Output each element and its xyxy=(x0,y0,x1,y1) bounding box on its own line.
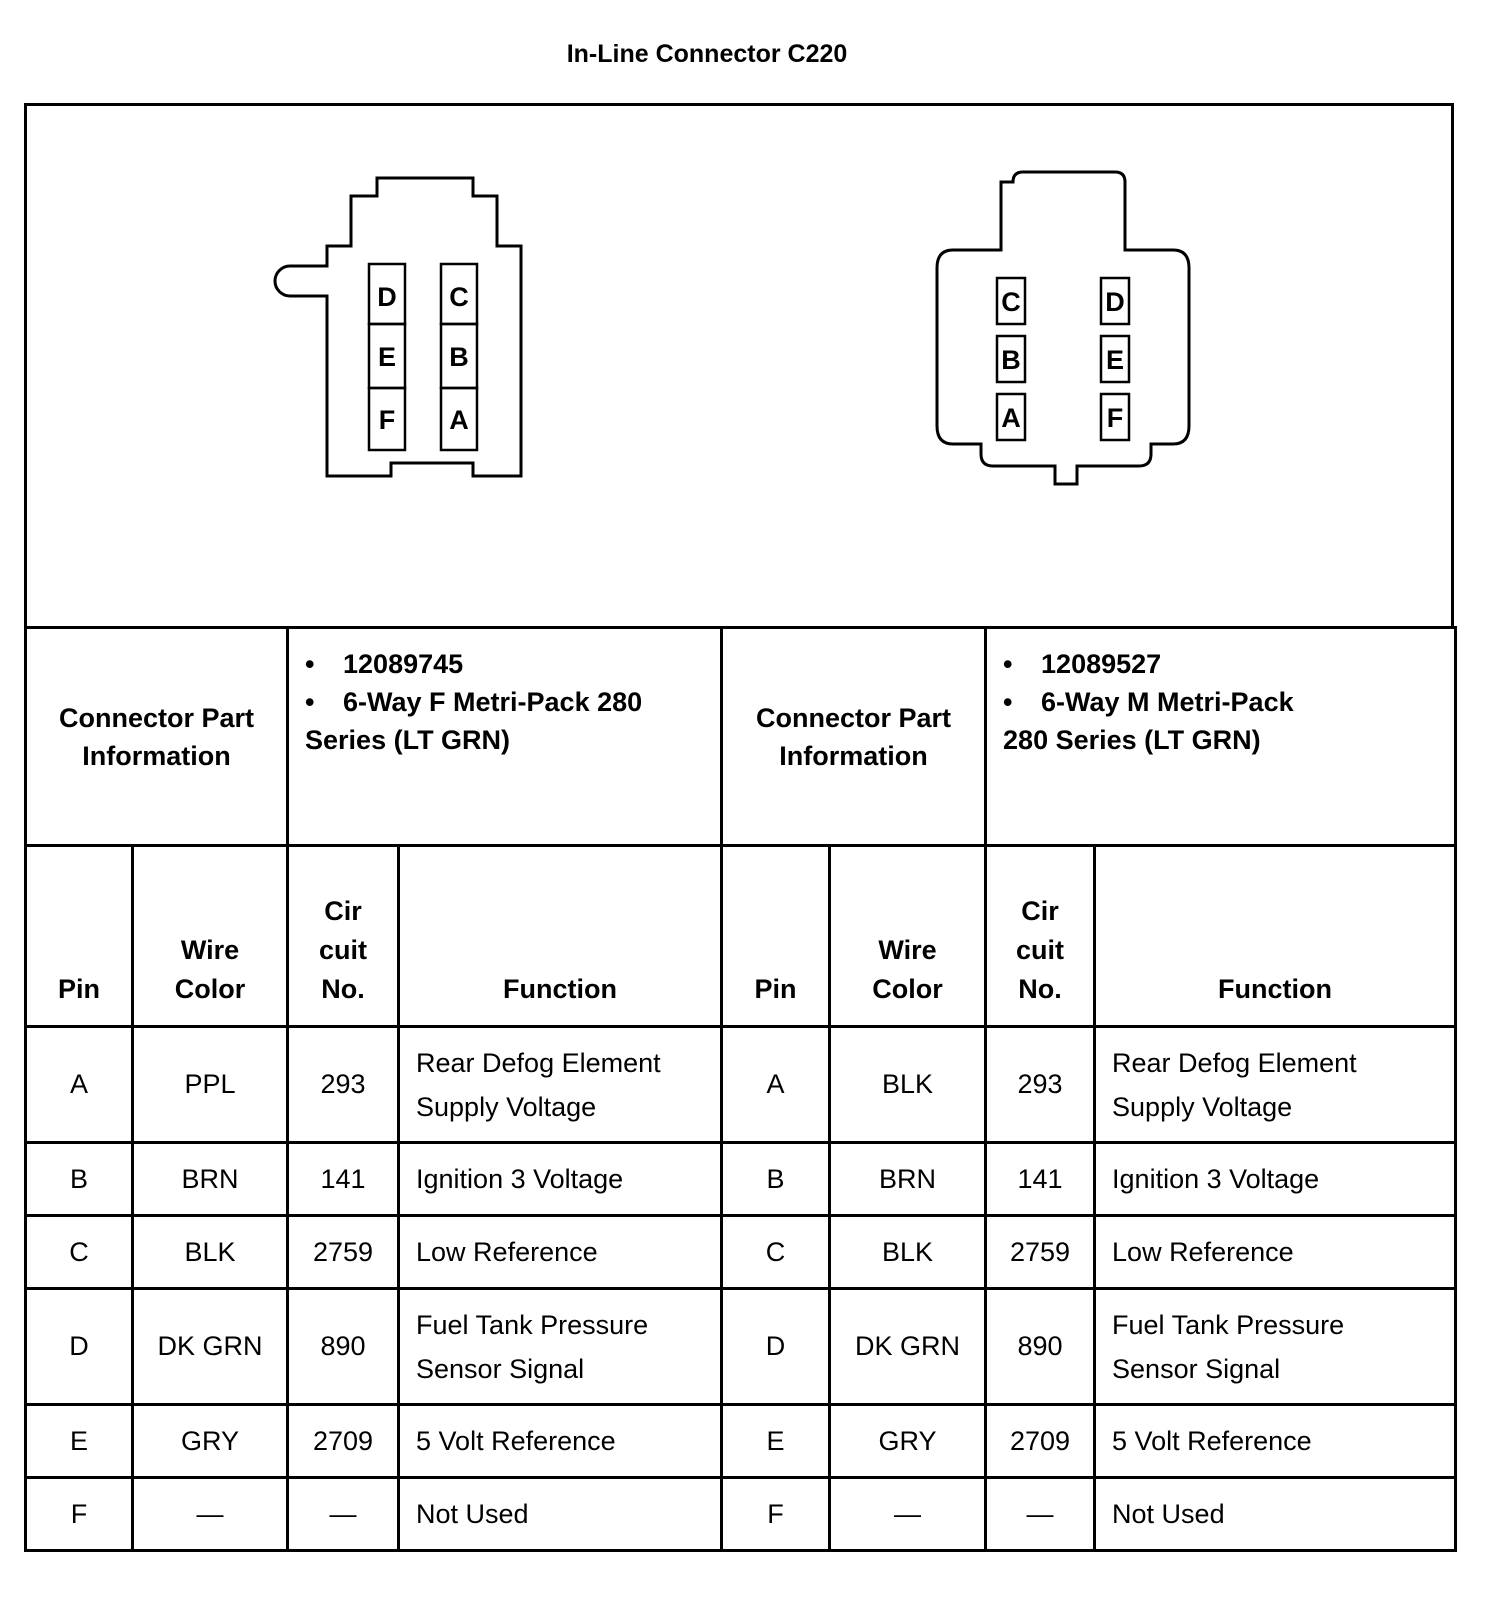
wire-color-cell: BLK xyxy=(830,1027,986,1143)
pin-header: Pin xyxy=(722,846,830,1027)
right-pin-label: D xyxy=(1105,287,1125,317)
left-pin-label: F xyxy=(378,405,396,435)
pin-cell: A xyxy=(26,1027,133,1143)
table-row xyxy=(26,1143,1456,1216)
wire-color-header: Wire Color xyxy=(133,846,288,1027)
function-cell: Low Reference xyxy=(1095,1216,1456,1289)
pin-cell: C xyxy=(722,1216,830,1289)
function-header: Function xyxy=(399,846,722,1027)
function-cell: Fuel Tank Pressure Sensor Signal xyxy=(399,1289,722,1405)
function-cell: Fuel Tank Pressure Sensor Signal xyxy=(1095,1289,1456,1405)
wire-color-cell: — xyxy=(133,1478,288,1551)
left-part-info: • 12089745 • 6-Way F Metri-Pack 280 Series (LT GRN) xyxy=(288,628,722,846)
right-pin-label: F xyxy=(1106,403,1124,433)
left-pin-label: B xyxy=(449,342,469,372)
circuit-cell: 2759 xyxy=(288,1216,399,1289)
left-pin-label: E xyxy=(377,342,397,372)
connector-info-row xyxy=(26,628,1456,846)
table-row xyxy=(26,1478,1456,1551)
wire-color-header: Wire Color xyxy=(830,846,986,1027)
connector-document xyxy=(24,103,1454,1579)
left-pin-label: D xyxy=(377,282,397,312)
function-cell: Rear Defog Element Supply Voltage xyxy=(1095,1027,1456,1143)
function-cell: 5 Volt Reference xyxy=(1095,1405,1456,1478)
right-part-desc-cont: 280 Series (LT GRN) xyxy=(1003,725,1261,755)
pin-cell: A xyxy=(722,1027,830,1143)
function-cell: Ignition 3 Voltage xyxy=(399,1143,722,1216)
circuit-cell: 890 xyxy=(986,1289,1095,1405)
pin-cell: D xyxy=(26,1289,133,1405)
wire-color-cell: BRN xyxy=(133,1143,288,1216)
pin-header: Pin xyxy=(26,846,133,1027)
function-cell: Not Used xyxy=(1095,1478,1456,1551)
function-cell: Rear Defog Element Supply Voltage xyxy=(399,1027,722,1143)
circuit-cell: 2709 xyxy=(288,1405,399,1478)
circuit-cell: — xyxy=(288,1478,399,1551)
function-cell: Not Used xyxy=(399,1478,722,1551)
pin-cell: F xyxy=(722,1478,830,1551)
right-part-number: 12089527 xyxy=(1041,649,1162,679)
left-pin-label: A xyxy=(449,405,469,435)
pin-cell: B xyxy=(722,1143,830,1216)
wire-color-cell: BRN xyxy=(830,1143,986,1216)
right-info-label: Connector Part Information xyxy=(722,628,986,846)
function-cell: Low Reference xyxy=(399,1216,722,1289)
function-header: Function xyxy=(1095,846,1456,1027)
wire-color-cell: PPL xyxy=(133,1027,288,1143)
wire-color-cell: DK GRN xyxy=(830,1289,986,1405)
connector-diagram xyxy=(24,103,1454,626)
pin-cell: D xyxy=(722,1289,830,1405)
circuit-cell: 293 xyxy=(288,1027,399,1143)
pin-cell: C xyxy=(26,1216,133,1289)
circuit-cell: 141 xyxy=(288,1143,399,1216)
pin-cell: E xyxy=(26,1405,133,1478)
wire-color-cell: GRY xyxy=(830,1405,986,1478)
circuit-cell: 2759 xyxy=(986,1216,1095,1289)
right-pin-label: C xyxy=(1001,287,1021,317)
wire-color-cell: BLK xyxy=(830,1216,986,1289)
right-part-info: • 12089527 • 6-Way M Metri-Pack 280 Series (LT GRN) xyxy=(986,628,1456,846)
right-part-desc: 6-Way M Metri-Pack xyxy=(1041,687,1294,717)
right-pin-label: A xyxy=(1001,403,1021,433)
table-row xyxy=(26,1405,1456,1478)
circuit-cell: 141 xyxy=(986,1143,1095,1216)
circuit-cell: 890 xyxy=(288,1289,399,1405)
left-part-desc-cont: Series (LT GRN) xyxy=(305,725,511,755)
pin-cell: E xyxy=(722,1405,830,1478)
left-connector-outline xyxy=(275,178,521,476)
wire-color-cell: DK GRN xyxy=(133,1289,288,1405)
pin-cell: B xyxy=(26,1143,133,1216)
page-title: In-Line Connector C220 xyxy=(566,40,848,68)
table-row xyxy=(26,1216,1456,1289)
wire-color-cell: GRY xyxy=(133,1405,288,1478)
left-part-number: 12089745 xyxy=(343,649,464,679)
wire-color-cell: BLK xyxy=(133,1216,288,1289)
circuit-header: Cir cuit No. xyxy=(986,846,1095,1027)
left-part-desc: 6-Way F Metri-Pack 280 xyxy=(343,687,643,717)
pin-cell: F xyxy=(26,1478,133,1551)
circuit-cell: 2709 xyxy=(986,1405,1095,1478)
right-pin-label: B xyxy=(1001,345,1021,375)
pinout-table xyxy=(24,626,1457,1552)
table-row xyxy=(26,1289,1456,1405)
left-pin-label: C xyxy=(449,282,469,312)
circuit-cell: — xyxy=(986,1478,1095,1551)
header-row xyxy=(26,846,1456,1027)
table-row xyxy=(26,1027,1456,1143)
function-cell: Ignition 3 Voltage xyxy=(1095,1143,1456,1216)
right-connector-outline xyxy=(937,172,1189,484)
function-cell: 5 Volt Reference xyxy=(399,1405,722,1478)
circuit-header: Cir cuit No. xyxy=(288,846,399,1027)
right-pin-label: E xyxy=(1105,345,1125,375)
circuit-cell: 293 xyxy=(986,1027,1095,1143)
wire-color-cell: — xyxy=(830,1478,986,1551)
left-info-label: Connector Part Information xyxy=(26,628,288,846)
